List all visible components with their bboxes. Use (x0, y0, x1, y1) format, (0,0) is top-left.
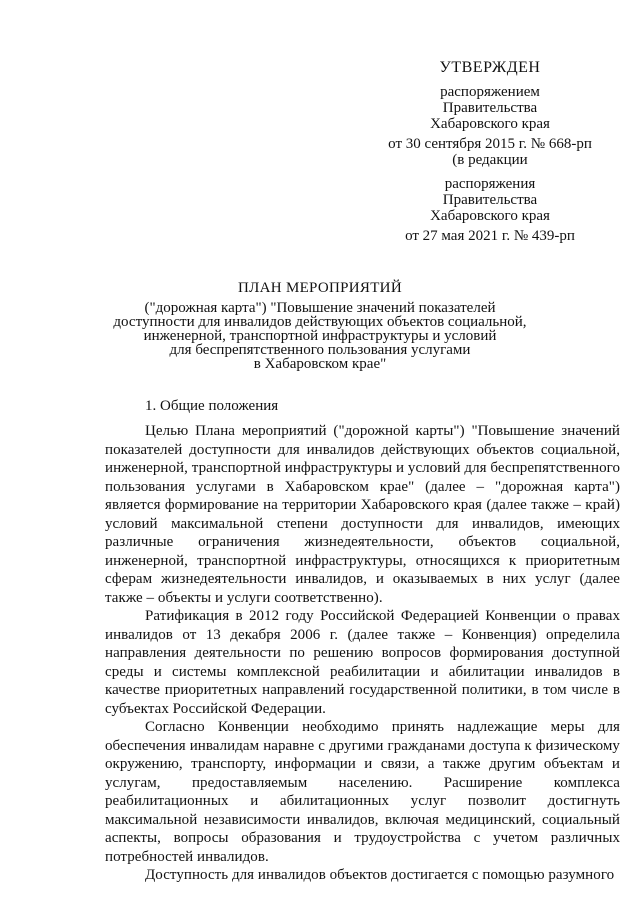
section-heading: 1. Общие положения (145, 398, 279, 414)
paragraph: Целью Плана мероприятий ("дорожной карты") "Повышение значений показателей доступности для инвалидов действующих объектов социальной, инженерной, транспортной инфраструктуры и условий для беспрепятственного пользования услугами в Хабаровском крае" (далее – "дорожная карта") является формирование на территории Хабаровского края (далее также – край) условий максимальной степени доступности для инвалидов, имеющих различные ограничения жизнедеятельности, объектов социальной, инженерной, транспортной инфраструктуры, относящихся к приоритетным сферам жизнедеятельности инвалидов, и оказываемых в них услуг (далее также – объекты и услуги соответственно). (105, 423, 620, 606)
revision-date: от 27 мая 2021 г. № 439-рп (405, 228, 575, 244)
title-line: для беспрепятственного пользования услугами (169, 342, 471, 358)
paragraph: Согласно Конвенции необходимо принять надлежащие меры для обеспечения инвалидам наравне с другими гражданами доступа к физическому окружению, транспорту, информации и связи, а также другим объектам и услугам, предоставляемым населению. Расширение комплекса реабилитационных и абилитационных услуг позволит достигнуть максимальной независимости инвалидов, включая медицинский, социальный аспекты, вопросы образования и трудоустройства с учетом различных потребностей инвалидов. (105, 719, 620, 865)
revision-line: Хабаровского края (430, 208, 550, 224)
revision-note (360, 152, 620, 244)
title-line: доступности для инвалидов действующих объектов социальной, (113, 314, 527, 330)
approval-date: от 30 сентября 2015 г. № 668-рп (388, 136, 592, 152)
paragraph: Доступность для инвалидов объектов достигается с помощью разумного (145, 867, 615, 883)
title-line: инженерной, транспортной инфраструктуры и условий (143, 328, 497, 344)
revision-line: распоряжения (444, 176, 536, 192)
title-line: в Хабаровском крае" (253, 356, 387, 372)
revision-open: (в редакции (452, 152, 528, 168)
approval-heading: УТВЕРЖДЕН (439, 59, 541, 76)
revision-line: Правительства (442, 192, 538, 208)
approval-line: Хабаровского края (430, 116, 550, 132)
document-title (110, 280, 530, 371)
approval-line: распоряжением (440, 84, 540, 100)
title-main: ПЛАН МЕРОПРИЯТИЙ (238, 280, 402, 296)
title-line: ("дорожная карта") "Повышение значений показателей (144, 300, 496, 316)
section-body (105, 422, 620, 885)
approval-line: Правительства (442, 100, 538, 116)
approval-stamp (360, 60, 620, 152)
paragraph: Ратификация в 2012 году Российской Федерацией Конвенции о правах инвалидов от 13 декабря 2006 г. (далее также – Конвенция) определила направления деятельности по решению вопросов формирования доступной среды и системы комплексной реабилитации и абилитации инвалидов в качестве приоритетных направлений государственной политики, в том числе в субъектах Российской Федерации. (105, 608, 620, 717)
